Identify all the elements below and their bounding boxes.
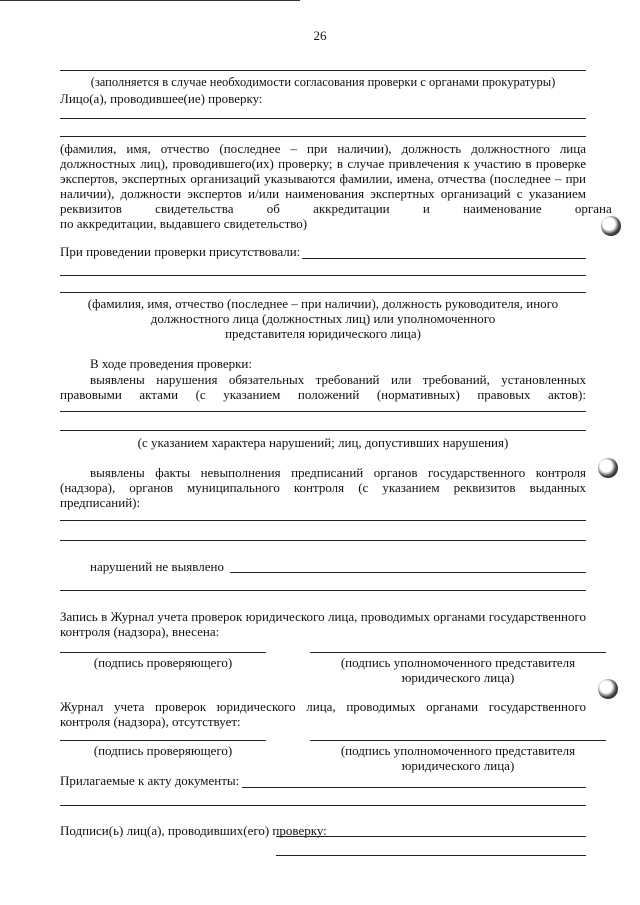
inspectors-hint-line: должностных лиц), проводившего(их) проверку; в случае привлечения к участию в проверке [60,156,586,171]
attachments-line-1 [242,787,586,788]
inspectors-hint-line: экспертов, экспертных организаций указываются фамилии, имена, отчества (последнее – при [60,171,586,186]
representative-signature-caption: (подпись уполномоченного представителя [340,743,576,758]
punch-hole-1 [601,216,621,236]
present-hint-line: представителя юридического лица) [225,326,421,341]
representative-signature-caption: юридического лица) [401,670,515,685]
violations-hint: (с указанием характера нарушений; лиц, допустивших нарушения) [137,435,509,450]
signatures-line-2 [276,855,586,856]
inspectors-hint-line: наличии), должности экспертов и/или наименования экспертных организаций с указанием [60,186,586,201]
noncompliance-text-line: предписаний): [60,495,141,510]
inspectors-hint-line: реквизитов свидетельства об аккредитации и наименование органа [60,201,612,216]
inspector-signature-caption: (подпись проверяющего) [93,655,233,670]
signatures-label: Подписи(ь) лиц(а), проводивших(его) проверку: [60,823,327,838]
no-violations-label: нарушений не выявлено [90,559,224,574]
present-line-2 [60,275,586,276]
present-line-1 [302,258,586,259]
present-label: При проведении проверки присутствовали: [60,244,301,259]
present-line-3 [60,292,586,293]
journal-entry-text-line: Запись в Журнал учета проверок юридического лица, проводимых органами государственного [60,609,586,624]
prosecutor-note: (заполняется в случае необходимости согласования проверки с органами прокуратуры) [90,75,556,89]
attachments-label: Прилагаемые к акту документы: [60,773,240,788]
representative-signature-line-2 [310,740,606,741]
attachments-line-2 [60,805,586,806]
journal-absent-text-line: Журнал учета проверок юридического лица, проводимых органами государственного [60,699,586,714]
present-hint-line: должностного лица (должностных лиц) или уполномоченного [150,311,496,326]
representative-signature-caption: (подпись уполномоченного представителя [340,655,576,670]
during-label: В ходе проведения проверки: [90,356,253,371]
inspector-signature-line-2 [60,740,266,741]
no-violations-line-1 [230,572,586,573]
journal-absent-text-line: контроля (надзора), отсутствует: [60,714,241,729]
page-number: 26 [313,28,327,43]
prosecutor-line [60,70,586,71]
representative-signature-caption: юридического лица) [401,758,515,773]
violations-text-line: правовыми актами (с указанием положений (нормативных) правовых актов): [60,387,586,402]
present-hint-line: (фамилия, имя, отчество (последнее – при наличии), должность руководителя, иного [87,296,559,311]
noncompliance-text-line: выявлены факты невыполнения предписаний органов государственного контроля [90,465,586,480]
inspectors-line-2 [60,136,586,137]
punch-hole-3 [598,679,618,699]
inspector-signature-line-1 [60,652,266,653]
inspectors-label: Лицо(а), проводившее(ие) проверку: [60,91,263,106]
representative-signature-line-1 [310,652,606,653]
no-violations-line-2 [60,590,586,591]
top-edge-rule [0,0,300,1]
noncompliance-text-line: (надзора), органов муниципального контроля (с указанием реквизитов выданных [60,480,586,495]
noncompliance-line-2 [60,540,586,541]
signatures-line-1 [276,836,586,837]
inspector-signature-caption: (подпись проверяющего) [93,743,233,758]
noncompliance-line-1 [60,520,586,521]
inspectors-hint-line: (фамилия, имя, отчество (последнее – при наличии), должность должностного лица [60,141,586,156]
punch-hole-2 [598,458,618,478]
journal-entry-text-line: контроля (надзора), внесена: [60,624,220,639]
violations-line-1 [60,411,586,412]
inspectors-hint-line: по аккредитации, выдавшего свидетельство) [60,216,308,231]
violations-text-line: выявлены нарушения обязательных требований или требований, установленных [90,372,586,387]
inspectors-line-1 [60,118,586,119]
violations-line-2 [60,430,586,431]
